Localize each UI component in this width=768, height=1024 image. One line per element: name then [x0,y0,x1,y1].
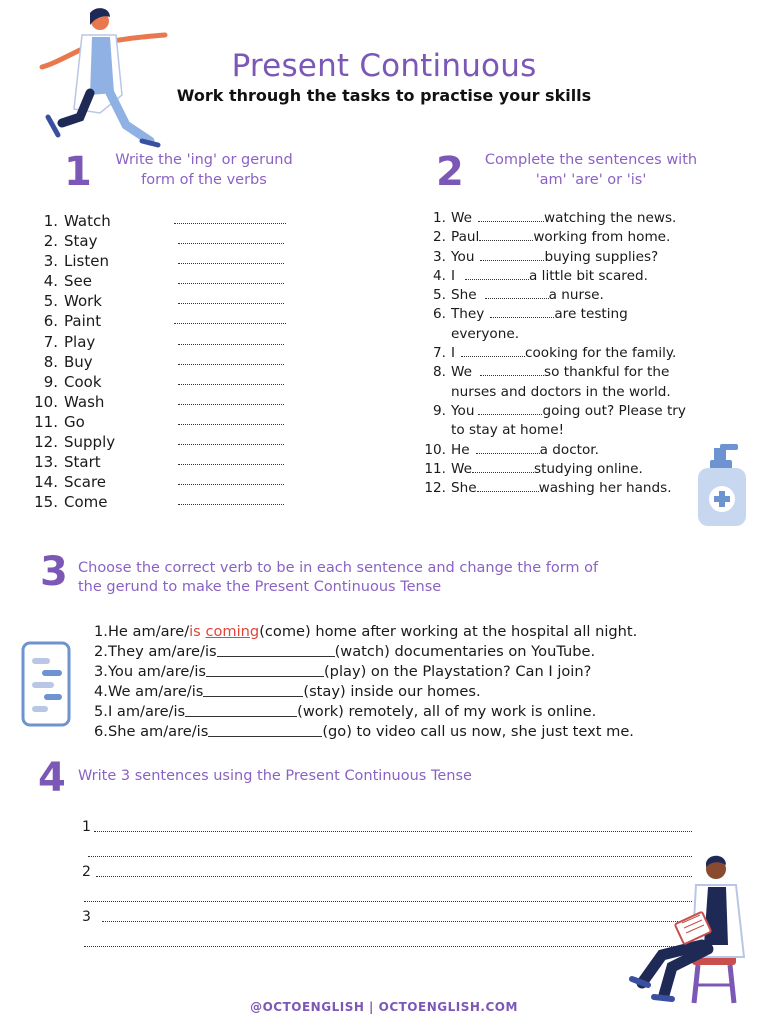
footer-credit: @OCTOENGLISH | OCTOENGLISH.COM [250,1000,518,1014]
list-item: 7. I cooking for the family. [433,345,677,362]
task4-heading: Write 3 sentences using the Present Continuous Tense [78,768,472,784]
writing-line-3b[interactable] [84,945,692,947]
task4-number: 4 [38,755,66,801]
list-item: 6. Paint [32,311,286,331]
answer-blank[interactable] [465,267,529,280]
list-item: 6. She am/are/is (go) to video call us now, she just text me. [94,722,634,740]
answer-blank[interactable] [461,344,525,357]
answer-blank[interactable] [178,432,284,445]
phone-chat-icon [20,640,72,728]
list-item: 9. You going out? Please try [433,402,686,419]
writing-line-1b[interactable] [88,855,692,857]
list-item: nurses and doctors in the world. [451,383,671,400]
answer-blank[interactable] [478,402,542,415]
list-item: 3. Listen [32,251,286,271]
answer-blank[interactable] [217,642,335,657]
task3-number: 3 [40,549,68,595]
writing-line-2b[interactable] [84,900,692,902]
doctor-writing-illustration [612,845,757,1005]
list-item: 5. I am/are/is (work) remotely, all of my work is online. [94,702,597,720]
answer-blank[interactable] [478,209,544,222]
list-item: 10. Wash [32,392,286,412]
list-item: 8. Buy [32,352,286,372]
answer-blank[interactable] [472,460,534,473]
list-item: 2. Paul working from home. [433,229,671,246]
list-item: 5. She a nurse. [433,287,604,304]
list-item: 9. Cook [32,372,286,392]
list-item: 3. You buying supplies? [433,248,659,265]
list-item: 10. He a doctor. [424,441,599,458]
list-item: 1. We watching the news. [433,210,677,226]
answer-blank[interactable] [178,372,284,385]
answer-blank[interactable] [490,305,554,318]
answer-blank[interactable] [480,248,544,261]
list-item: 4. I a little bit scared. [433,267,648,284]
list-item: 1. Watch [32,211,286,231]
answer-blank[interactable] [185,702,297,717]
task1-heading: Write the 'ing' or gerund form of the verbs [115,152,293,188]
answer-blank[interactable] [178,452,284,465]
answer-blank[interactable] [178,412,284,425]
list-item: 11. We studying online. [424,460,643,477]
example-answer-verb: is [189,623,201,640]
answer-blank[interactable] [178,332,284,345]
list-item: everyone. [451,325,520,342]
list-item: 12. She washing her hands. [424,480,672,497]
list-item: 2. Stay [32,231,286,251]
list-item: 6. They are testing [433,306,628,323]
list-item: 7. Play [32,332,286,352]
answer-blank[interactable] [206,662,324,677]
answer-blank[interactable] [178,392,284,405]
writing-line-3[interactable]: 3 [82,905,692,925]
answer-blank[interactable] [208,722,322,737]
answer-blank[interactable] [178,492,284,505]
answer-blank[interactable] [178,352,284,365]
answer-blank[interactable] [174,211,286,224]
nurse-running-illustration [30,5,170,150]
task1-verb-list [32,211,286,512]
example-answer-gerund: coming [205,623,260,640]
answer-blank[interactable] [479,228,533,241]
writing-line-2[interactable]: 2 [82,860,692,880]
answer-blank[interactable] [178,271,284,284]
list-item: 13. Start [32,452,286,472]
answer-blank[interactable] [203,682,303,697]
answer-blank[interactable] [174,311,286,324]
answer-blank[interactable] [178,231,284,244]
list-item: to stay at home! [451,422,565,439]
list-item: 3. You am/are/is (play) on the Playstation? Can I join? [94,662,592,680]
list-item: 15. Come [32,492,286,512]
list-item: 11. Go [32,412,286,432]
writing-lines [82,815,692,947]
hand-sanitizer-icon [690,442,750,530]
answer-blank[interactable] [178,291,284,304]
answer-blank[interactable] [485,286,549,299]
task2-number: 2 [436,149,464,195]
list-item: 4. We am/are/is (stay) inside our homes. [94,682,481,700]
answer-blank[interactable] [178,251,284,264]
answer-blank[interactable] [477,479,539,492]
list-item: 14. Scare [32,472,286,492]
task1-number: 1 [64,149,92,195]
task3-sentence-list [94,622,637,741]
list-item: 4. See [32,271,286,291]
answer-blank[interactable] [476,441,540,454]
list-item: 8. We so thankful for the [433,364,670,381]
list-item: 5. Work [32,291,286,311]
answer-blank[interactable] [480,363,544,376]
example-item: 1. He am/are/ is coming (come) home after working at the hospital all night. [94,623,638,640]
list-item: 12. Supply [32,432,286,452]
task3-heading: Choose the correct verb to be in each sentence and change the form of the gerund to make the Present Continuous Tense [78,560,599,595]
page-title: Present Continuous [231,48,537,84]
list-item: 2. They am/are/is (watch) documentaries on YouTube. [94,642,596,660]
task2-heading: Complete the sentences with 'am' 'are' or 'is' [484,152,698,188]
page-subtitle: Work through the tasks to practise your skills [176,86,592,105]
answer-blank[interactable] [178,472,284,485]
writing-line-1[interactable]: 1 [82,815,692,835]
